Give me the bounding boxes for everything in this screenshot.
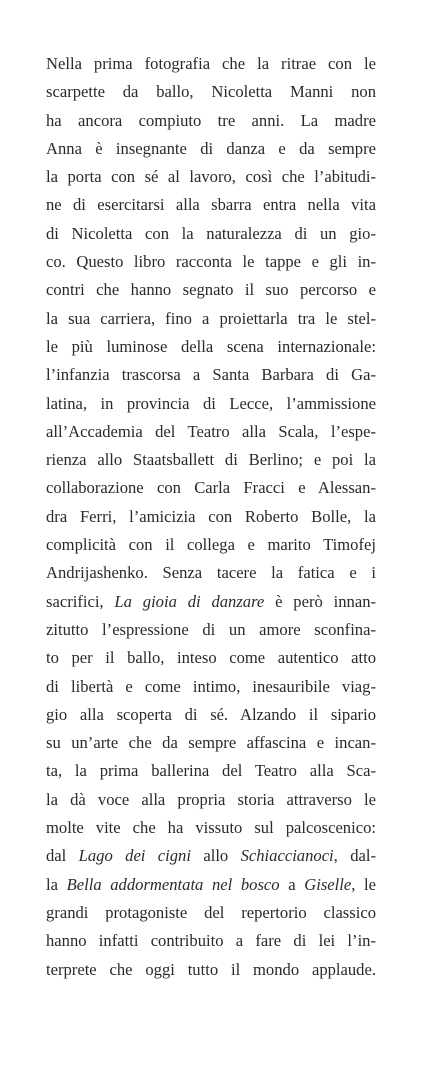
blurb-line <box>46 757 376 785</box>
blurb-line <box>46 588 376 616</box>
italic-title: Lago dei cigni <box>78 846 191 866</box>
text-segment: l’infanzia trascorsa a Santa Barbara di Ga- <box>46 365 376 385</box>
blurb-line <box>46 418 376 446</box>
blurb-line <box>46 814 376 842</box>
blurb-line <box>46 220 376 248</box>
text-segment: Nella prima fotografia che la ritrae con le <box>46 54 376 73</box>
blurb-line <box>46 871 376 899</box>
blurb-line <box>46 50 376 78</box>
text-segment: la sua carriera, fino a proiettarla tra le stel- <box>46 308 376 328</box>
text-segment: , dal- <box>333 846 376 866</box>
blurb-line <box>46 927 376 955</box>
blurb-line <box>46 729 376 757</box>
text-segment: latina, in provincia di Lecce, l’ammissione <box>46 393 376 413</box>
text-segment: sacrifici, <box>46 591 115 611</box>
text-segment: di Nicoletta con la naturalezza di un gio- <box>46 223 376 243</box>
text-segment: contri che hanno segnato il suo percorso e <box>46 280 376 300</box>
blurb-line <box>46 78 376 106</box>
blurb-line <box>46 390 376 418</box>
text-segment: Andrijashenko. Senza tacere la fatica e i <box>46 563 376 583</box>
text-segment: gio alla scoperta di sé. Alzando il sipario <box>46 704 376 724</box>
blurb-line <box>46 673 376 701</box>
text-segment: le più luminose della scena internazionale: <box>46 336 376 356</box>
italic-title: Giselle <box>304 874 352 894</box>
blurb-text <box>46 50 376 984</box>
italic-title: Bella addormentata nel bosco <box>66 874 280 894</box>
text-segment: ta, la prima ballerina del Teatro alla Sca- <box>46 761 376 781</box>
blurb-line <box>46 956 376 984</box>
text-segment: ne di esercitarsi alla sbarra entra nella vita <box>46 195 376 215</box>
text-segment: co. Questo libro racconta le tappe e gli in- <box>46 252 376 272</box>
text-segment: la <box>46 874 67 894</box>
blurb-line <box>46 559 376 587</box>
text-segment: allo <box>190 846 241 866</box>
blurb-line <box>46 446 376 474</box>
blurb-line <box>46 786 376 814</box>
blurb-line <box>46 361 376 389</box>
blurb-line <box>46 899 376 927</box>
italic-title: Schiaccianoci <box>240 846 334 866</box>
text-segment: dra Ferri, l’amicizia con Roberto Bolle, la <box>46 506 376 526</box>
text-segment: grandi protagoniste del repertorio classico <box>46 902 376 922</box>
blurb-line <box>46 503 376 531</box>
text-segment: dal <box>46 846 79 866</box>
text-segment: molte vite che ha vissuto sul palcoscenico: <box>46 818 376 838</box>
text-segment: a <box>279 874 305 894</box>
text-segment: collaborazione con Carla Fracci e Alessan- <box>46 478 376 498</box>
text-segment: Anna è insegnante di danza e da sempre <box>46 138 376 158</box>
blurb-line <box>46 135 376 163</box>
blurb-line <box>46 701 376 729</box>
text-segment: di libertà e come intimo, inesauribile viag- <box>46 676 376 696</box>
text-segment: all’Accademia del Teatro alla Scala, l’espe- <box>46 421 376 441</box>
blurb-line <box>46 842 376 870</box>
blurb-line <box>46 531 376 559</box>
text-segment: ha ancora compiuto tre anni. La madre <box>46 110 376 130</box>
text-segment: la dà voce alla propria storia attraverso le <box>46 789 376 809</box>
text-segment: rienza allo Staatsballett di Berlino; e poi la <box>46 450 376 470</box>
text-segment: su un’arte che da sempre affascina e incan- <box>46 733 376 753</box>
text-segment: to per il ballo, inteso come autentico atto <box>46 648 376 668</box>
text-segment: hanno infatti contribuito a fare di lei l’in- <box>46 931 376 951</box>
italic-title: La gioia di danzare <box>114 591 265 611</box>
blurb-line <box>46 107 376 135</box>
blurb-line <box>46 616 376 644</box>
blurb-line <box>46 163 376 191</box>
text-segment: la porta con sé al lavoro, così che l’abitudi- <box>46 167 376 187</box>
text-segment: terprete che oggi tutto il mondo applaude. <box>46 959 376 979</box>
blurb-line <box>46 305 376 333</box>
blurb-line <box>46 644 376 672</box>
blurb-line <box>46 276 376 304</box>
text-segment: , le <box>351 874 376 894</box>
blurb-line <box>46 191 376 219</box>
text-segment: complicità con il collega e marito Timofej <box>46 535 376 555</box>
blurb-line <box>46 333 376 361</box>
blurb-line <box>46 474 376 502</box>
blurb-line <box>46 248 376 276</box>
text-segment: zitutto l’espressione di un amore sconfina- <box>46 619 376 639</box>
text-segment: è però innan- <box>264 591 377 611</box>
text-segment: scarpette da ballo, Nicoletta Manni non <box>46 82 376 102</box>
